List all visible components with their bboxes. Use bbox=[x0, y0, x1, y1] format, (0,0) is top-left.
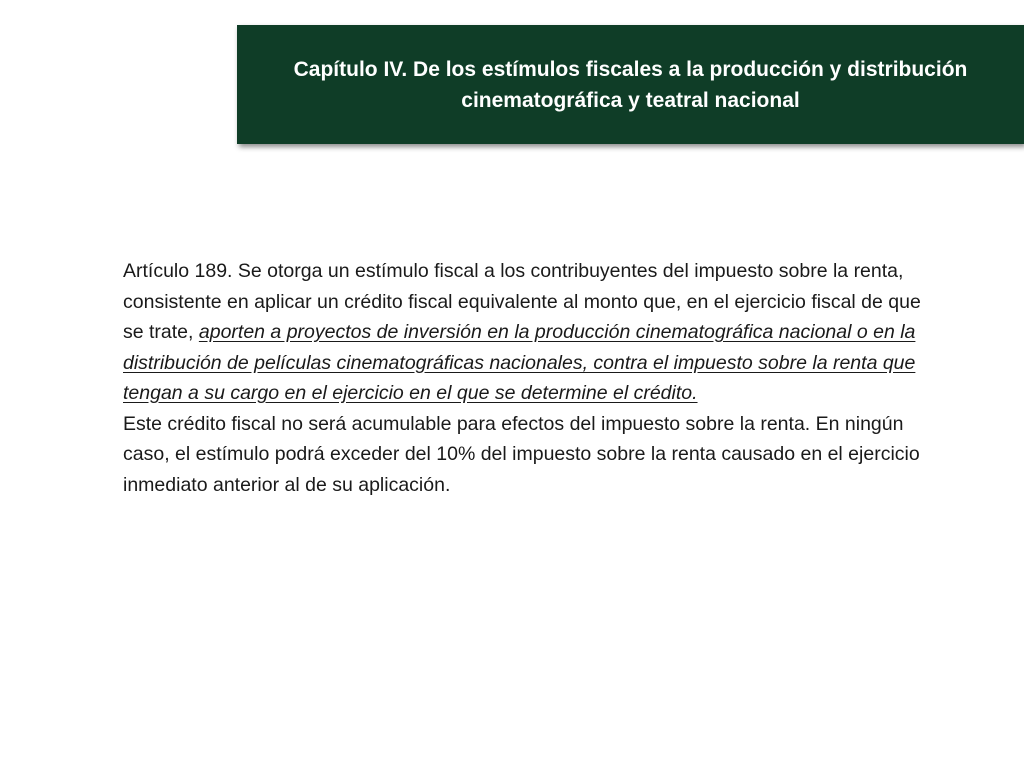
article-body bbox=[123, 256, 938, 500]
article-emphasized-text: aporten a proyectos de inversión en la producción cinematográfica nacional o en la distribución de películas cinematográficas nacionales, contra el impuesto sobre la renta que tengan a su cargo en el ejercicio en el que se determine el crédito. bbox=[123, 321, 916, 404]
slide-title: Capítulo IV. De los estímulos fiscales a la producción y distribución cinematográfica y teatral nacional bbox=[293, 57, 968, 112]
article-intro-text: Artículo 189. Se otorga un estímulo fiscal a los contribuyentes del impuesto sobre la renta, consistente en aplicar un crédito fiscal equivalente al monto que, en el ejercicio fiscal de que se trate, bbox=[123, 260, 921, 343]
article-paragraph-2: Este crédito fiscal no será acumulable para efectos del impuesto sobre la renta. En ningún caso, el estímulo podrá exceder del 10% del impuesto sobre la renta causado en el ejercicio inmediato anterior al de su aplicación. bbox=[123, 412, 920, 496]
article-paragraph-1 bbox=[123, 256, 938, 409]
title-banner bbox=[237, 25, 1024, 144]
